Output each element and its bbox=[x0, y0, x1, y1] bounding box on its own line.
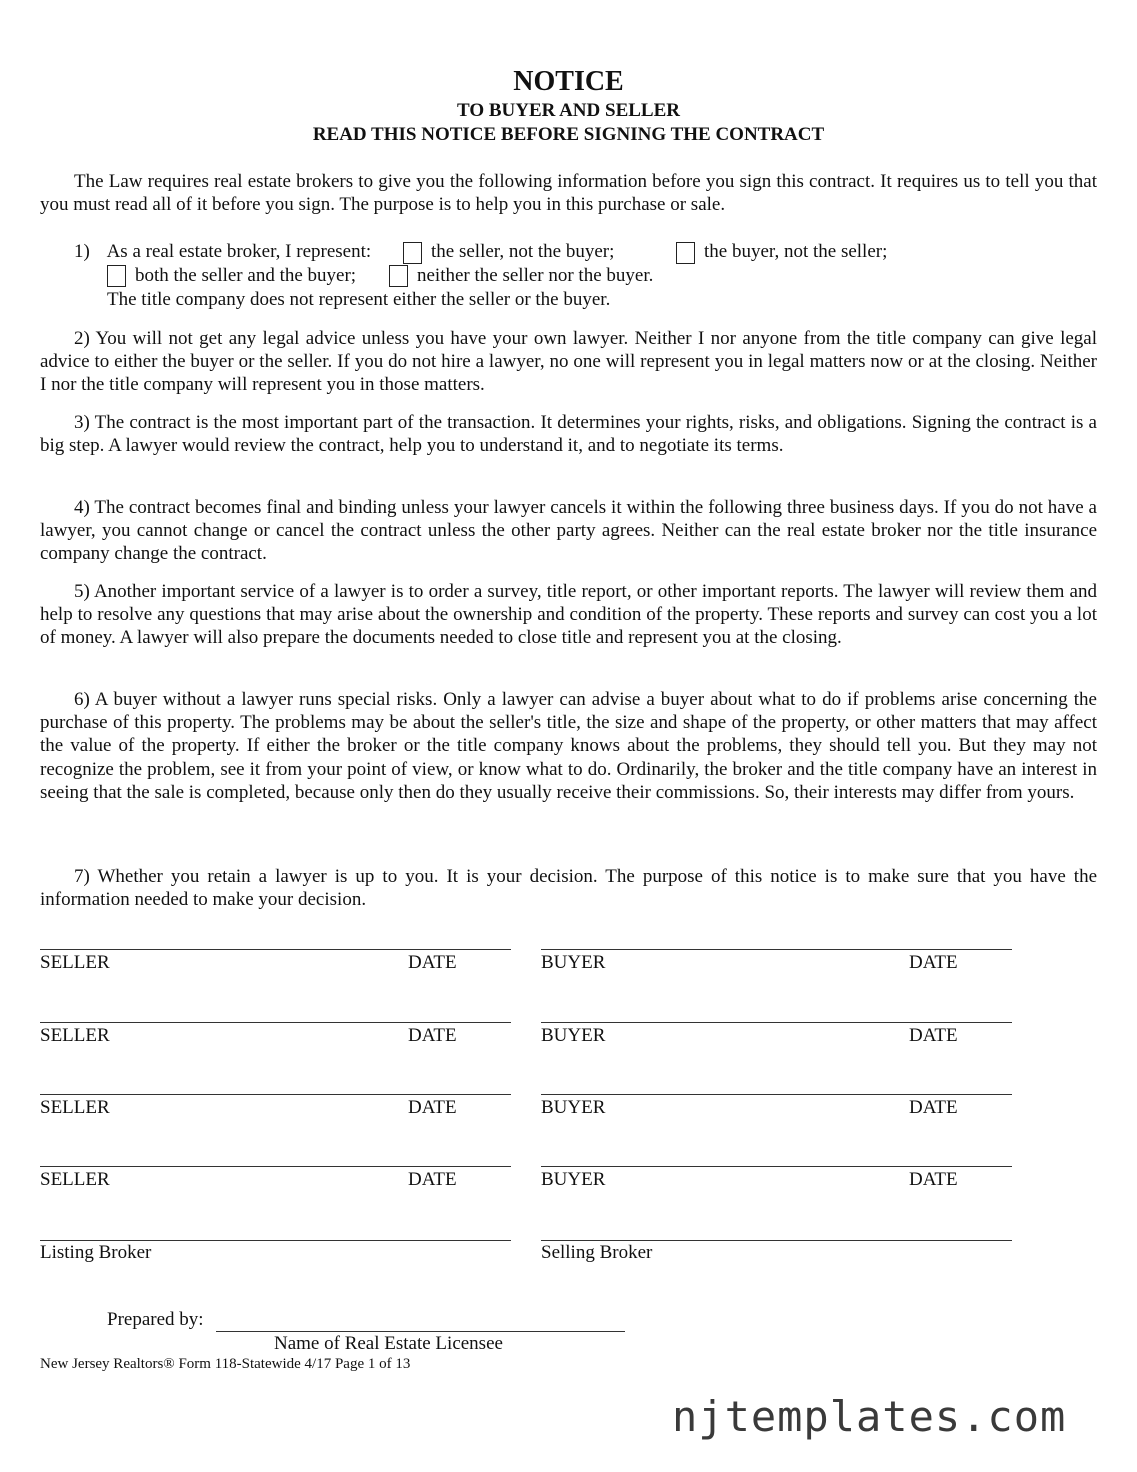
option-both: both the seller and the buyer; bbox=[135, 265, 357, 286]
paragraph-4: 4) The contract becomes final and binding unless your lawyer cancels it within the following three business days. If you do not have a lawyer, you cannot change or cancel the contract unless the other party agrees. Neither can the real estate broker nor the title insurance company change the contract. bbox=[40, 497, 1097, 565]
buyer-date-label: DATE bbox=[909, 952, 958, 973]
buyer-signature-line[interactable] bbox=[541, 1094, 1012, 1095]
seller-label: SELLER bbox=[40, 1169, 110, 1190]
checkbox-neither[interactable] bbox=[389, 265, 408, 287]
item1-note: The title company does not represent either the seller or the buyer. bbox=[107, 289, 611, 310]
watermark: njtemplates.com bbox=[672, 1392, 1067, 1441]
seller-date-label: DATE bbox=[408, 952, 457, 973]
option-seller-not-buyer: the seller, not the buyer; bbox=[431, 241, 615, 262]
checkbox-both[interactable] bbox=[107, 265, 126, 287]
buyer-signature-line[interactable] bbox=[541, 949, 1012, 950]
seller-date-label: DATE bbox=[408, 1097, 457, 1118]
paragraph-6: 6) A buyer without a lawyer runs special risks. Only a lawyer can advise a buyer about what to do if problems arise concerning the purchase of this property. The problems may be about the seller's title, the size and shape of the property, or other matters that may affect the value of the property. If either the broker or the title company knows about the problems, they should tell you. But they may not recognize the problem, see it from your point of view, or know what to do. Ordinarily, the broker and the title company have an interest in seeing that the sale is completed, because only then do they usually receive their commissions. So, their interests may differ from yours. bbox=[40, 689, 1097, 803]
buyer-label: BUYER bbox=[541, 952, 606, 973]
intro-paragraph: The Law requires real estate brokers to give you the following information before you sign this contract. It requires us to tell you that you must read all of it before you sign. The purpose is to help you in this purchase or sale. bbox=[40, 171, 1097, 216]
checkbox-buyer-not-seller[interactable] bbox=[676, 242, 695, 264]
seller-label: SELLER bbox=[40, 1097, 110, 1118]
seller-signature-line[interactable] bbox=[40, 1166, 511, 1167]
buyer-date-label: DATE bbox=[909, 1097, 958, 1118]
selling-broker-label: Selling Broker bbox=[541, 1242, 653, 1263]
seller-date-label: DATE bbox=[408, 1169, 457, 1190]
item1-line1 bbox=[74, 240, 371, 263]
subtitle-read-notice: READ THIS NOTICE BEFORE SIGNING THE CONTRACT bbox=[312, 124, 825, 145]
seller-signature-line[interactable] bbox=[40, 949, 511, 950]
page-title: NOTICE bbox=[513, 66, 624, 97]
form-footer: New Jersey Realtors® Form 118-Statewide 4/17 Page 1 of 13 bbox=[40, 1356, 411, 1372]
buyer-label: BUYER bbox=[541, 1025, 606, 1046]
paragraph-3: 3) The contract is the most important part of the transaction. It determines your rights, risks, and obligations. Signing the contract is a big step. A lawyer would review the contract, help you to understand it, and to negotiate its terms. bbox=[40, 412, 1097, 457]
selling-broker-line[interactable] bbox=[541, 1240, 1012, 1241]
item1-number: 1) bbox=[74, 241, 90, 262]
prepared-by-line[interactable] bbox=[216, 1331, 625, 1332]
checkbox-seller-not-buyer[interactable] bbox=[403, 242, 422, 264]
seller-signature-line[interactable] bbox=[40, 1094, 511, 1095]
listing-broker-line[interactable] bbox=[40, 1240, 511, 1241]
item1-lead: As a real estate broker, I represent: bbox=[106, 241, 372, 262]
paragraph-2: 2) You will not get any legal advice unless you have your own lawyer. Neither I nor anyone from the title company can give legal advice to either the buyer or the seller. If you do not hire a lawyer, no one will represent you in legal matters now or at the closing. Neither I nor the title company will represent you in those matters. bbox=[40, 328, 1097, 396]
buyer-date-label: DATE bbox=[909, 1169, 958, 1190]
seller-label: SELLER bbox=[40, 1025, 110, 1046]
buyer-signature-line[interactable] bbox=[541, 1022, 1012, 1023]
listing-broker-label: Listing Broker bbox=[40, 1242, 152, 1263]
paragraph-7: 7) Whether you retain a lawyer is up to you. It is your decision. The purpose of this notice is to make sure that you have the information needed to make your decision. bbox=[40, 866, 1097, 911]
option-buyer-not-seller: the buyer, not the seller; bbox=[704, 241, 888, 262]
buyer-date-label: DATE bbox=[909, 1025, 958, 1046]
prepared-by-label: Prepared by: bbox=[107, 1309, 204, 1330]
licensee-caption: Name of Real Estate Licensee bbox=[274, 1333, 503, 1354]
subtitle-buyer-seller: TO BUYER AND SELLER bbox=[457, 100, 680, 121]
option-neither: neither the seller nor the buyer. bbox=[417, 265, 654, 286]
seller-signature-line[interactable] bbox=[40, 1022, 511, 1023]
paragraph-5: 5) Another important service of a lawyer is to order a survey, title report, or other important reports. The lawyer will review them and help to resolve any questions that may arise about the ownership and condition of the property. These reports and survey can cost you a lot of money. A lawyer will also prepare the documents needed to close title and represent you at the closing. bbox=[40, 581, 1097, 649]
buyer-label: BUYER bbox=[541, 1097, 606, 1118]
seller-label: SELLER bbox=[40, 952, 110, 973]
buyer-signature-line[interactable] bbox=[541, 1166, 1012, 1167]
seller-date-label: DATE bbox=[408, 1025, 457, 1046]
buyer-label: BUYER bbox=[541, 1169, 606, 1190]
